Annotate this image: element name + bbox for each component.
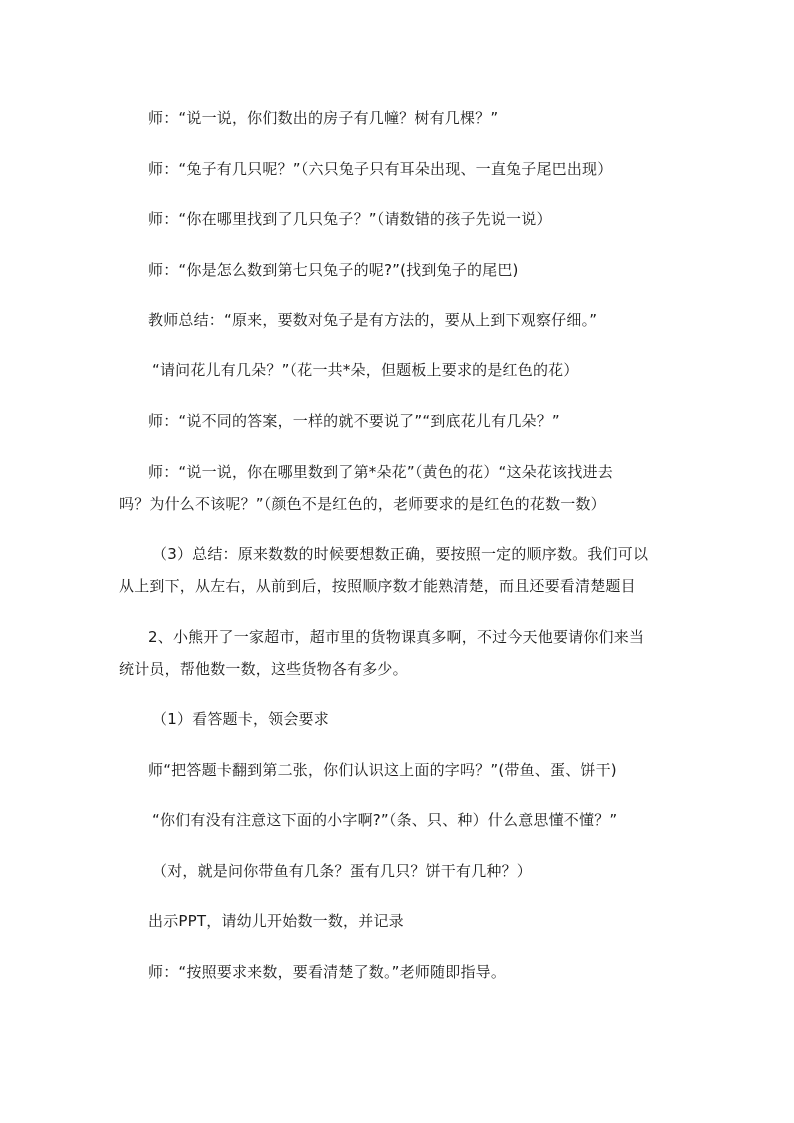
paragraph-line-3: 师：“你在哪里找到了几只兔子？”（请数错的孩子先说一说） (148, 210, 552, 228)
paragraph-line-5: 教师总结：“原来，要数对兔子是有方法的，要从上到下观察仔细。” (148, 311, 598, 329)
paragraph-line-4: 师：“你是怎么数到第七只兔子的呢?”(找到兔子的尾巴) (148, 261, 519, 279)
paragraph-line-10: （3）总结：原来数数的时候要想数正确，要按照一定的顺序数。我们可以 (152, 545, 649, 563)
paragraph-line-9: 吗？为什么不该呢？”（颜色不是红色的，老师要求的是红色的花数一数） (119, 495, 606, 513)
paragraph-line-8: 师：“说一说，你在哪里数到了第*朵花”（黄色的花）“这朵花该找进去 (148, 463, 613, 481)
paragraph-line-16: “你们有没有注意这下面的小字啊?”（条、只、种）什么意思懂不懂？” (152, 811, 618, 829)
paragraph-line-7: 师：“说不同的答案，一样的就不要说了”“到底花儿有几朵？” (148, 412, 560, 430)
paragraph-line-6: “请问花儿有几朵？”（花一共*朵，但题板上要求的是红色的花） (152, 361, 579, 379)
paragraph-line-19: 师：“按照要求来数，要看清楚了数。”老师随即指导。 (148, 963, 507, 981)
paragraph-line-2: 师：“兔子有几只呢？”（六只兔子只有耳朵出现、一直兔子尾巴出现） (148, 160, 613, 178)
paragraph-line-18: 出示PPT，请幼儿开始数一数，并记录 (148, 912, 404, 930)
paragraph-line-1: 师：“说一说，你们数出的房子有几幢？树有几棵？” (148, 109, 499, 127)
paragraph-line-12: 2、小熊开了一家超市，超市里的货物课真多啊，不过今天他要请你们来当 (148, 628, 645, 646)
paragraph-line-17: （对，就是问你带鱼有几条？蛋有几只？饼干有几种？） (152, 862, 533, 880)
paragraph-line-11: 从上到下，从左右，从前到后，按照顺序数才能熟清楚，而且还要看清楚题目 (119, 577, 636, 595)
paragraph-line-13: 统计员，帮他数一数，这些货物各有多少。 (119, 660, 408, 678)
paragraph-line-15: 师“把答题卡翻到第二张，你们认识这上面的字吗？”(带鱼、蛋、饼干) (148, 761, 617, 779)
paragraph-line-14: （1）看答题卡，领会要求 (152, 710, 329, 728)
